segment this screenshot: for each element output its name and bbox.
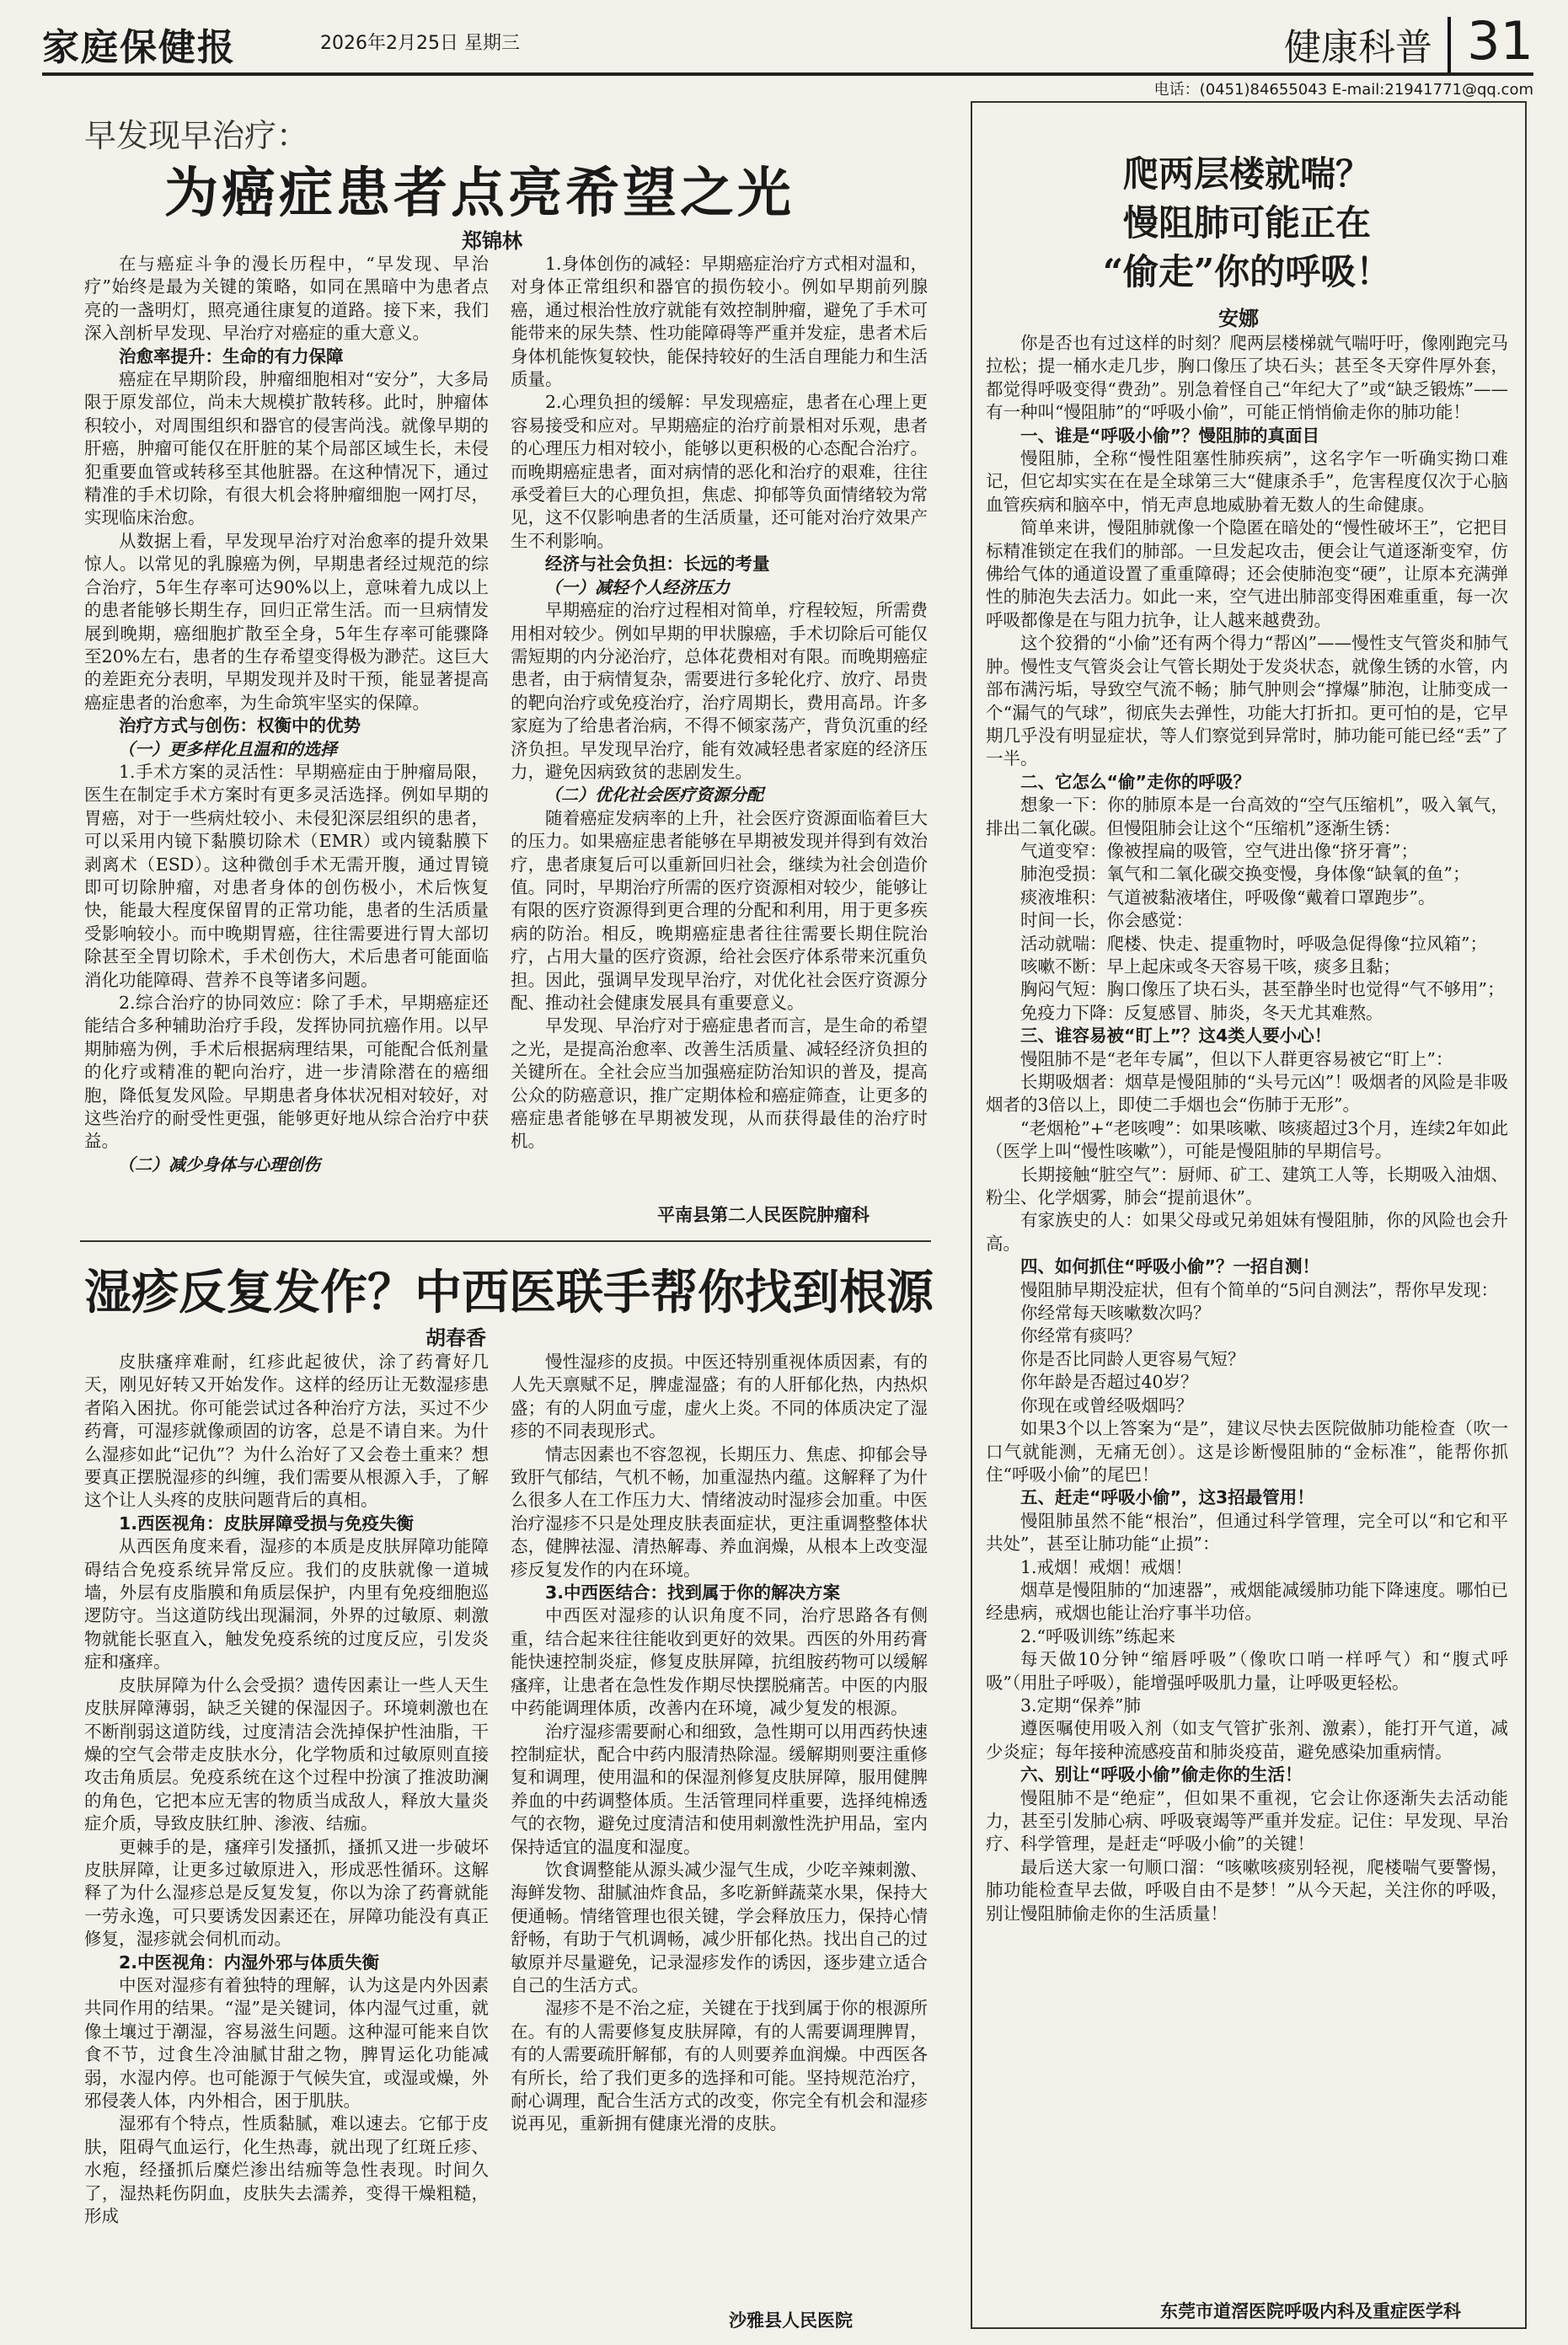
section-heading: 治疗方式与创伤：权衡中的优势 — [119, 715, 361, 736]
paragraph: 你现在或曾经吸烟吗？ — [1020, 1395, 1193, 1416]
paragraph: 2.心理负担的缓解：早发现癌症，患者在心理上更容易接受和应对。早期癌症的治疗前景相对乐观，患者的心理压力相对较小，能够以更积极的心态配合治疗。而晚期癌症患者，面对病情的恶化和治疗的艰难，往往承受着巨大的心理负担，焦虑、抑郁等负面情绪较为常见，这不仅影响患者的生活质量，还可能对治疗效果产生不利影响。 — [511, 392, 928, 551]
contact-info: 电话：(0451)84655043 E-mail:21941771@qq.com — [1153, 81, 1533, 99]
section-heading: 经济与社会负担：长远的考量 — [545, 554, 770, 575]
paragraph: 2.“呼吸训练”练起来 — [1020, 1625, 1176, 1646]
article1-col1 — [84, 253, 489, 1176]
paragraph: 慢阻肺早期没症状，但有个简单的“5问自测法”，帮你早发现： — [1020, 1279, 1499, 1300]
paragraph: 胸闷气短：胸口像压了块石头，甚至静坐时也觉得“气不够用”； — [1020, 979, 1505, 1000]
subsection-heading: （一）更多样化且温和的选择 — [118, 738, 337, 759]
article2-source: 沙雅县人民医院 — [729, 2310, 853, 2331]
paragraph: 1.身体创伤的减轻：早期癌症治疗方式相对温和，对身体正常组织和器官的损伤较小。例如早期前列腺癌，通过根治性放疗就能有效控制肿瘤，避免了手术可能带来的尿失禁、性功能障碍等严重并发症，患者术后身体机能恢复较快，能保持较好的生活自理能力和生活质量。 — [511, 254, 928, 390]
paragraph: 湿疹不是不治之症，关键在于找到属于你的根源所在。有的人需要修复皮肤屏障，有的人需要调理脾胃，有的人需要疏肝解郁，有的人则要养血润燥。中西医各有所长，给了我们更多的选择和可能。坚持规范治疗，耐心调理，配合生活方式的改变，你完全有机会和湿疹说再见，重新拥有健康光滑的皮肤。 — [511, 1998, 928, 2134]
paragraph: 遵医嘱使用吸入剂（如支气管扩张剂、激素），能打开气道，减少炎症；每年接种流感疫苗和肺炎疫苗，避免感染加重病情。 — [986, 1718, 1508, 1762]
paragraph: 如果3个以上答案为“是”，建议尽快去医院做肺功能检查（吹一口气就能测，无痛无创）。这是诊断慢阻肺的“金标准”，能帮你抓住“呼吸小偷”的尾巴！ — [986, 1418, 1508, 1485]
section-heading: 3.中西医结合：找到属于你的解决方案 — [545, 1582, 841, 1603]
paragraph: 饮食调整能从源头减少湿气生成，少吃辛辣刺激、海鲜发物、甜腻油炸食品，多吃新鲜蔬菜水果，保持大便通畅。情绪管理也很关键，学会释放压力，保持心情舒畅，有助于气机调畅，减少肝郁化热。找出自己的过敏原并尽量避免，记录湿疹发作的诱因，逐步建立适合自己的生活方式。 — [511, 1859, 928, 1995]
paragraph: 这个狡猾的“小偷”还有两个得力“帮凶”——慢性支气管炎和肺气肿。慢性支气管炎会让气管长期处于发炎状态，就像生锈的水管，内部布满污垢，导致空气流不畅；肺气肿则会“撑爆”肺泡，让肺变成一个“漏气的气球”，彻底失去弹性，功能大打折扣。更可怕的是，它早期几乎没有明显症状，等人们察觉到异常时，肺功能可能已经“丢”了一半。 — [986, 633, 1508, 769]
paragraph: 情志因素也不容忽视，长期压力、焦虑、抑郁会导致肝气郁结，气机不畅，加重湿热内蕴。这解释了为什么很多人在工作压力大、情绪波动时湿疹会加重。中医治疗湿疹不只是处理皮肤表面症状，更注重调整整体状态，健脾祛湿、清热解毒、养血润燥，从根本上改变湿疹反复发作的内在环境。 — [511, 1443, 928, 1580]
paragraph: 时间一长，你会感觉： — [1020, 910, 1193, 931]
paragraph: 你是否也有过这样的时刻？爬两层楼梯就气喘吁吁，像刚跑完马拉松；提一桶水走几步，胸口像压了块石头；甚至冬天穿件厚外套，都觉得呼吸变得“费劲”。别急着怪自己“年纪大了”或“缺乏锻炼”——有一种叫“慢阻肺”的“呼吸小偷”，可能正悄悄偷走你的肺功能！ — [986, 333, 1508, 423]
paragraph: 1.戒烟！戒烟！戒烟！ — [1020, 1556, 1193, 1577]
paragraph: 随着癌症发病率的上升，社会医疗资源面临着巨大的压力。如果癌症患者能够在早期被发现并得到有效治疗，患者康复后可以重新回归社会，继续为社会创造价值。同时，早期治疗所需的医疗资源相对较少，能够让有限的医疗资源得到更合理的分配和利用，用于更多疾病的防治。相反，晚期癌症患者往往需要长期住院治疗，占用大量的医疗资源，给社会医疗体系带来沉重负担。因此，强调早发现早治疗，对优化社会医疗资源分配、推动社会健康发展具有重要意义。 — [511, 807, 928, 1013]
article-divider — [80, 1240, 931, 1242]
paragraph: 1.手术方案的灵活性：早期癌症由于肿瘤局限，医生在制定手术方案时有更多灵活选择。例如早期的胃癌，对于一些病灶较小、未侵犯深层组织的患者，可以采用内镜下黏膜切除术（EMR）或内镜黏膜下剥离术（ESD）。这种微创手术无需开腹，通过胃镜即可切除肿瘤，对患者身体的创伤极小，术后恢复快，能最大程度保留胃的正常功能，患者的生活质量受影响较小。而中晚期胃癌，往往需要进行胃大部切除甚至全胃切除术，手术创伤大，术后患者可能面临消化功能障碍、营养不良等诸多问题。 — [84, 761, 489, 990]
article1-kicker: 早发现早治疗： — [84, 117, 309, 154]
paragraph: 治疗湿疹需要耐心和细致，急性期可以用西药快速控制症状，配合中药内服清热除湿。缓解期则要注重修复和调理，使用温和的保湿剂修复皮肤屏障，服用健脾养血的中药调整体质。生活管理同样重要，选择纯棉透气的衣物，避免过度清洁和使用刺激性洗护用品，室内保持适宜的温度和湿度。 — [511, 1721, 928, 1857]
paragraph: 痰液堆积：气道被黏液堵住，呼吸像“戴着口罩跑步”。 — [1020, 886, 1436, 907]
paragraph: 2.综合治疗的协同效应：除了手术，早期癌症还能结合多种辅助治疗手段，发挥协同抗癌作用。以早期肺癌为例，手术后根据病理结果，可能配合低剂量的化疗或精准的靶向治疗，进一步清除潜在的癌细胞，降低复发风险。早期患者身体状况相对较好，对这些治疗的耐受性更强，能够更好地从综合治疗中获益。 — [84, 993, 489, 1152]
paragraph: 早发现、早治疗对于癌症患者而言，是生命的希望之光，是提高治愈率、改善生活质量、减轻经济负担的关键所在。全社会应当加强癌症防治知识的普及，提高公众的防癌意识，推广定期体检和癌症筛查，让更多的癌症患者能够在早期被发现，从而获得最佳的治疗时机。 — [511, 1015, 928, 1152]
paragraph: 慢阻肺虽然不能“根治”，但通过科学管理，完全可以“和它和平共处”，甚至让肺功能“止损”： — [986, 1510, 1508, 1555]
section-heading: 六、别让“呼吸小偷”偷走你的生活！ — [1020, 1764, 1303, 1786]
section-heading: 二、它怎么“偷”走你的呼吸？ — [1020, 771, 1250, 792]
paragraph: 你年龄是否超过40岁？ — [1020, 1372, 1198, 1393]
paragraph: 从西医角度来看，湿疹的本质是皮肤屏障功能障碍结合免疫系统异常反应。我们的皮肤就像一道城墙，外层有皮脂膜和角质层保护，内里有免疫细胞巡逻防守。当这道防线出现漏洞，外界的过敏原、刺激物就能长驱直入，触发免疫系统的过度反应，引发炎症和瘙痒。 — [84, 1536, 489, 1673]
paragraph: 最后送大家一句顺口溜：“咳嗽咳痰别轻视，爬楼喘气要警惕，肺功能检查早去做，呼吸自由不是梦！”从今天起，关注你的呼吸，别让慢阻肺偷走你的生活质量！ — [986, 1856, 1508, 1924]
paper-name: 家庭保健报 — [42, 26, 236, 69]
section-title: 健康科普 — [1284, 26, 1432, 69]
section-heading: 治愈率提升：生命的有力保障 — [119, 345, 344, 367]
article1-source: 平南县第二人民医院肿瘤科 — [657, 1204, 870, 1225]
paragraph: 慢阻肺不是“老年专属”，但以下人群更容易被它“盯上”： — [1020, 1048, 1453, 1069]
paragraph: 你是否比同龄人更容易气短？ — [1020, 1348, 1245, 1369]
paragraph: 气道变窄：像被捏扁的吸管，空气进出像“挤牙膏”； — [1020, 840, 1418, 861]
paragraph: 慢阻肺不是“绝症”，但如果不重视，它会让你逐渐失去活动能力，甚至引发肺心病、呼吸衰竭等严重并发症。记住：早发现、早治疗、科学管理，是赶走“呼吸小偷”的关键！ — [986, 1787, 1508, 1855]
paragraph: 3.定期“保养”肺 — [1020, 1695, 1142, 1716]
paragraph: 湿邪有个特点，性质黏腻，难以速去。它郁于皮肤，阻碍气血运行，化生热毒，就出现了红斑丘疹、水疱，经搔抓后糜烂渗出结痂等急性表现。时间久了，湿热耗伤阴血，皮肤失去濡养，变得干燥粗糙，形成 — [84, 2113, 489, 2227]
paragraph: 早期癌症的治疗过程相对简单，疗程较短，所需费用相对较少。例如早期的甲状腺癌，手术切除后可能仅需短期的内分泌治疗，总体花费相对有限。而晚期癌症患者，由于病情复杂，需要进行多轮化疗、放疗、昂贵的靶向治疗或免疫治疗，治疗周期长，费用高昂。许多家庭为了给患者治病，不得不倾家荡产，背负沉重的经济负担。早发现早治疗，能有效减轻患者家庭的经济压力，避免因病致贫的悲剧发生。 — [511, 600, 928, 782]
paragraph: 有家族史的人：如果父母或兄弟姐妹有慢阻肺，你的风险也会升高。 — [986, 1210, 1508, 1254]
article1-col2 — [511, 253, 928, 1154]
paragraph: 每天做10分钟“缩唇呼吸”（像吹口哨一样呼气）和“腹式呼吸”（用肚子呼吸），能增强呼吸肌力量，让呼吸更轻松。 — [986, 1649, 1508, 1693]
section-heading: 三、谁容易被“盯上”？这4类人要小心！ — [1020, 1025, 1332, 1047]
page-number: 31 — [1467, 10, 1533, 72]
issue-date: 2026年2月25日 星期三 — [320, 33, 520, 54]
paragraph: 长期吸烟者：烟草是慢阻肺的“头号元凶”！吸烟者的风险是非吸烟者的3倍以上，即使二手烟也会“伤肺于无形”。 — [986, 1072, 1508, 1116]
paragraph: 长期接触“脏空气”：厨师、矿工、建筑工人等，长期吸入油烟、粉尘、化学烟雾，肺会“提前退休”。 — [986, 1164, 1508, 1208]
article3-author: 安娜 — [1218, 306, 1259, 330]
paragraph: 活动就喘：爬楼、快走、提重物时，呼吸急促得像“拉风箱”； — [1020, 933, 1487, 954]
masthead-divider — [1448, 17, 1451, 74]
paragraph: 肺泡受损：氧气和二氧化碳交换变慢，身体像“缺氧的鱼”； — [1020, 864, 1470, 885]
subsection-heading: （二）优化社会医疗资源分配 — [544, 784, 763, 806]
paragraph: 皮肤屏障为什么会受损？遗传因素让一些人天生皮肤屏障薄弱，缺乏关键的保湿因子。环境刺激也在不断削弱这道防线，过度清洁会洗掉保护性油脂，干燥的空气会带走皮肤水分，化学物质和过敏原则直接攻击角质层。免疫系统在这个过程中扮演了推波助澜的角色，它把本应无害的物质当成敌人，释放大量炎症介质，导致皮肤红肿、渗液、结痂。 — [84, 1674, 489, 1834]
paragraph: 更棘手的是，瘙痒引发搔抓，搔抓又进一步破坏皮肤屏障，让更多过敏原进入，形成恶性循环。这解释了为什么湿疹总是反复发复，你以为涂了药膏就能一劳永逸，可只要诱发因素还在，屏障功能没有真正修复，湿疹就会伺机而动。 — [84, 1836, 489, 1950]
paragraph: 从数据上看，早发现早治疗对治愈率的提升效果惊人。以常见的乳腺癌为例，早期患者经过规范的综合治疗，5年生存率可达90%以上，意味着九成以上的患者能够长期生存，回归正常生活。而一旦病情发展到晚期，癌细胞扩散至全身，5年生存率可能骤降至20%左右，患者的生存希望变得极为渺茫。这巨大的差距充分表明，早期发现并及时干预，能显著提高癌症患者的治愈率，为生命筑牢坚实的保障。 — [84, 530, 489, 713]
article3-headline-line1: 爬两层楼就喘？ — [1122, 153, 1371, 195]
article2-col2 — [511, 1351, 928, 2136]
paragraph: 简单来讲，慢阻肺就像一个隐匿在暗处的“慢性破坏王”，它把目标精准锁定在我们的肺部。一旦发起攻击，便会让气道逐渐变窄，仿佛给气体的通道设置了重重障碍；还会使肺泡变“硬”，让原本充满弹性的肺泡失去活力。如此一来，空气进出肺部变得困难重重，每一次呼吸都像是在与阻力抗争，让人越来越费劲。 — [986, 517, 1508, 630]
paragraph: 你经常有痰吗？ — [1020, 1325, 1142, 1347]
article1-headline: 为癌症患者点亮希望之光 — [164, 162, 795, 225]
paragraph: 皮肤瘙痒难耐，红疹此起彼伏，涂了药膏好几天，刚见好转又开始发作。这样的经历让无数湿疹患者陷入困扰。你可能尝试过各种治疗方法，买过不少药膏，可湿疹就像顽固的访客，总是不请自来。为什么湿疹如此“记仇”？为什么治好了又会卷土重来？想要真正摆脱湿疹的纠缠，我们需要从根源入手，了解这个让人头疼的皮肤问题背后的真相。 — [84, 1352, 489, 1511]
article3-body — [986, 332, 1508, 1925]
article2-author: 胡春香 — [425, 1325, 486, 1350]
article3-source: 东莞市道滘医院呼吸内科及重症医学科 — [1160, 2300, 1461, 2321]
article2-headline: 湿疹反复发作？中西医联手帮你找到根源 — [84, 1265, 934, 1320]
paragraph: 在与癌症斗争的漫长历程中，“早发现、早治疗”始终是最为关键的策略，如同在黑暗中为患者点亮的一盏明灯，照亮通往康复的道路。接下来，我们深入剖析早发现、早治疗对癌症的重大意义。 — [84, 254, 489, 344]
paragraph: 你经常每天咳嗽数次吗？ — [1020, 1303, 1211, 1324]
paragraph: 烟草是慢阻肺的“加速器”，戒烟能减缓肺功能下降速度。哪怕已经患病，戒烟也能让治疗事半功倍。 — [986, 1579, 1508, 1624]
paragraph: 咳嗽不断：早上起床或冬天容易干咳，痰多且黏； — [1020, 956, 1400, 977]
article2-col1 — [84, 1351, 489, 2228]
masthead-rule — [42, 72, 1533, 76]
paragraph: 癌症在早期阶段，肿瘤细胞相对“安分”，大多局限于原发部位，尚未大规模扩散转移。此时，肿瘤体积较小，对周围组织和器官的侵害尚浅。就像早期的肝癌，肿瘤可能仅在肝脏的某个局部区域生长，未侵犯重要血管或转移至其他脏器。在这种情况下，通过精准的手术切除，有很大机会将肿瘤细胞一网打尽，实现临床治愈。 — [84, 369, 489, 528]
section-heading: 2.中医视角：内湿外邪与体质失衡 — [119, 1951, 380, 1973]
paragraph: 免疫力下降：反复感冒、肺炎，冬天尤其难熬。 — [1020, 1002, 1383, 1023]
paragraph: 慢阻肺，全称“慢性阻塞性肺疾病”，这名字乍一听确实拗口难记，但它却实实在在是全球第三大“健康杀手”，危害程度仅次于心脑血管疾病和脑卒中，悄无声息地威胁着无数人的生命健康。 — [986, 448, 1508, 515]
section-heading: 1.西医视角：皮肤屏障受损与免疫失衡 — [119, 1512, 415, 1534]
paragraph: 想象一下：你的肺原本是一台高效的“空气压缩机”，吸入氧气，排出二氧化碳。但慢阻肺会让这个“压缩机”逐渐生锈： — [986, 795, 1508, 838]
subsection-heading: （一）减轻个人经济压力 — [544, 576, 730, 597]
section-heading: 一、谁是“呼吸小偷”？慢阻肺的真面目 — [1020, 425, 1319, 446]
paragraph: 中医对湿疹有着独特的理解，认为这是内外因素共同作用的结果。“湿”是关键词，体内湿气过重，就像土壤过于潮湿，容易滋生问题。这种湿可能来自饮食不节，过食生冷油腻甘甜之物，脾胃运化功能减弱，水湿内停。也可能源于气候失宜，或湿或燥，外邪侵袭人体，内外相合，困于肌肤。 — [84, 1974, 489, 2111]
paragraph: 中西医对湿疹的认识角度不同，治疗思路各有侧重，结合起来往往能收到更好的效果。西医的外用药膏能快速控制炎症，修复皮肤屏障，抗组胺药物可以缓解瘙痒，让患者在急性发作期尽快摆脱痛苦。中医的内服中药能调理体质，改善内在环境，减少复发的根源。 — [511, 1605, 928, 1719]
article3-headline-line3: “偷走”你的呼吸！ — [1102, 251, 1392, 292]
section-heading: 五、赶走“呼吸小偷”，这3招最管用！ — [1020, 1487, 1314, 1508]
subsection-heading: （二）减少身体与心理创伤 — [118, 1154, 320, 1175]
article3-headline — [986, 150, 1508, 297]
article1-author: 郑锦林 — [462, 228, 522, 253]
article3-headline-line2: 慢阻肺可能正在 — [1122, 202, 1371, 244]
paragraph: 慢性湿疹的皮损。中医还特别重视体质因素，有的人先天禀赋不足，脾虚湿盛；有的人肝郁化热，内热炽盛；有的人阴血亏虚，虚火上炎。不同的体质决定了湿疹的不同表现形式。 — [511, 1352, 928, 1442]
masthead — [42, 10, 1533, 76]
paragraph: “老烟枪”+“老咳嗖”：如果咳嗽、咳痰超过3个月，连续2年如此（医学上叫“慢性咳嗽”），可能是慢阻肺的早期信号。 — [986, 1117, 1508, 1162]
section-heading: 四、如何抓住“呼吸小偷”？一招自测！ — [1020, 1256, 1319, 1277]
